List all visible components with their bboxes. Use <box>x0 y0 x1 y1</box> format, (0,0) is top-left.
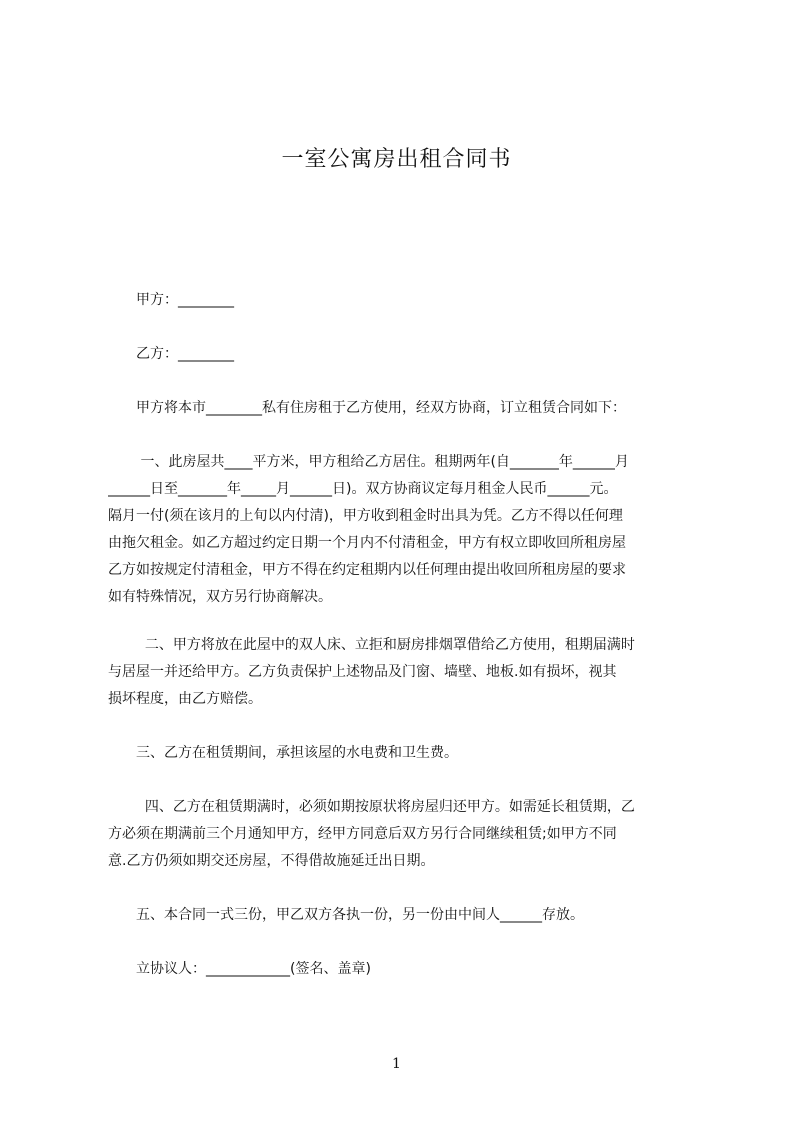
clause-1-line: 由拖欠租金。如乙方超过约定日期一个月内不付清租金，甲方有权立即收回所租房屋 <box>108 535 626 551</box>
clause-4-line: 方必须在期满前三个月通知甲方，经甲方同意后双方另行合同继续租赁;如甲方不同 <box>108 826 617 842</box>
clause-1-line: 一、此房屋共____平方米，甲方租给乙方居住。租期两年(自_______年______月 <box>136 454 629 470</box>
clause-2-line: 与居屋一并还给甲方。乙方负责保护上述物品及门窗、墙壁、地板.如有损坏，视其 <box>108 664 617 680</box>
clause-3: 三、乙方在租赁期间，承担该屋的水电费和卫生费。 <box>136 745 458 761</box>
clause-1-line: 乙方如按规定付清租金，甲方不得在约定租期内以任何理由提出收回所租房屋的要求 <box>108 562 626 578</box>
clause-2-line: 二、甲方将放在此屋中的双人床、立拒和厨房排烟罩借给乙方使用，租期届满时 <box>136 637 635 653</box>
signatory-line: 立协议人：____________(签名、盖章) <box>136 961 371 977</box>
clause-4-line: 意.乙方仍须如期交还房屋，不得借故施延迁出日期。 <box>108 853 435 869</box>
party-b-line: 乙方：________ <box>136 346 234 362</box>
document-title: 一室公寓房出租合同书 <box>281 147 512 172</box>
clause-5: 五、本合同一式三份，甲乙双方各执一份，另一份由中间人______存放。 <box>136 907 584 923</box>
clause-1-line: 隔月一付(须在该月的上旬以内付清)，甲方收到租金时出具为凭。乙方不得以任何理 <box>108 508 623 524</box>
party-a-line: 甲方：________ <box>136 292 234 308</box>
clause-1-line: ______日至_______年_____月______日)。双方协商议定每月租金人民币______元。 <box>108 481 618 497</box>
clause-2-line: 损坏程度，由乙方赔偿。 <box>108 691 262 707</box>
intro-paragraph: 甲方将本市________私有住房租于乙方使用，经双方协商，订立租赁合同如下： <box>136 400 626 416</box>
page-number: 1 <box>392 1056 401 1072</box>
clause-1-line: 如有特殊情况，双方另行协商解决。 <box>108 589 332 605</box>
clause-4-line: 四、乙方在租赁期满时，必须如期按原状将房屋归还甲方。如需延长租赁期，乙 <box>136 799 635 815</box>
